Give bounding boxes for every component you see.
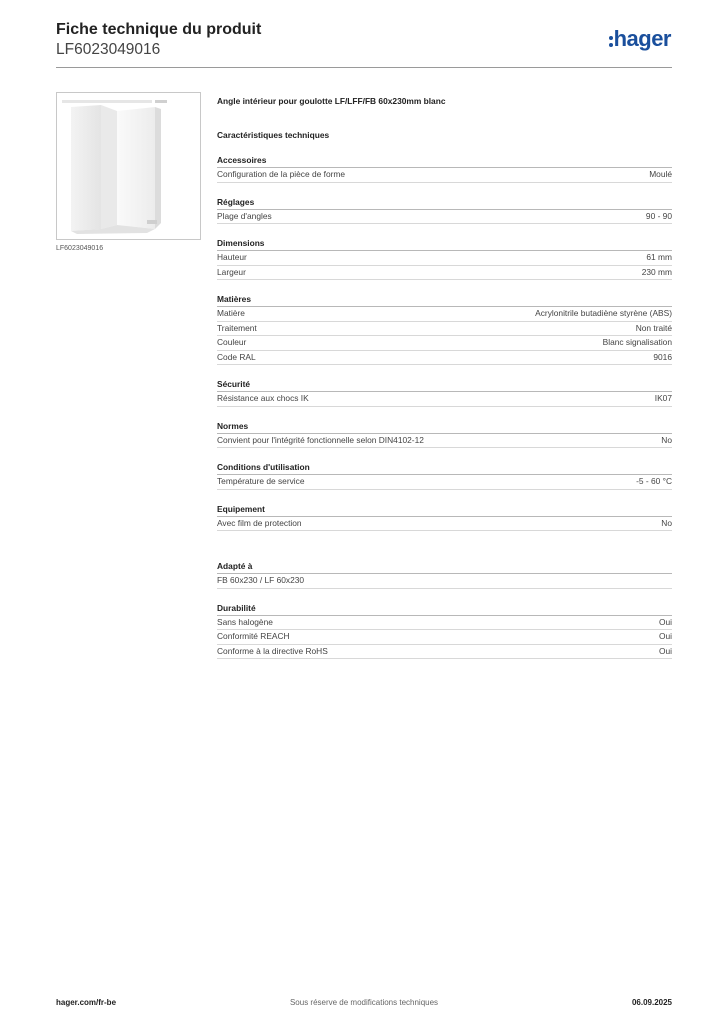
spec-row <box>217 517 672 532</box>
spec-label: Traitement <box>217 322 257 333</box>
spec-row <box>217 475 672 490</box>
spec-value: -5 - 60 °C <box>636 476 672 486</box>
spec-row <box>217 266 672 281</box>
header-divider <box>56 67 672 68</box>
group-title: Normes <box>217 420 672 434</box>
spec-value: Oui <box>658 631 672 641</box>
spec-label: Convient pour l'intégrité fonctionnelle selon DIN4102-12 <box>217 434 424 445</box>
spec-group-securite <box>217 378 672 407</box>
spec-label: Sans halogène <box>217 616 273 627</box>
spec-label: Configuration de la pièce de forme <box>217 169 346 179</box>
spec-label: Code RAL <box>217 351 256 362</box>
spec-group-reglages <box>217 196 672 225</box>
logo-dots-icon <box>609 36 613 50</box>
spec-content <box>217 96 672 659</box>
spec-group-conditions <box>217 461 672 490</box>
product-name: Angle intérieur pour goulotte LF/LFF/FB 60x230mm blanc <box>217 96 446 106</box>
spec-value: 61 mm <box>646 252 672 262</box>
spec-value: Non traité <box>635 322 672 333</box>
spec-value: Acrylonitrile butadiène styrène (ABS) <box>535 308 672 318</box>
footer-date: 06.09.2025 <box>631 998 672 1007</box>
spec-value: IK07 <box>654 393 672 403</box>
spec-value: 90 - 90 <box>645 210 672 221</box>
spec-row <box>217 630 672 645</box>
spec-row <box>217 351 672 366</box>
footer-website-link[interactable]: hager.com/fr-be <box>56 998 117 1007</box>
product-reference: LF6023049016 <box>56 41 161 58</box>
footer-notice: Sous réserve de modifications techniques <box>289 998 439 1007</box>
group-title: Accessoires <box>217 154 672 168</box>
spec-label: Température de service <box>217 476 305 486</box>
spec-group-normes <box>217 420 672 449</box>
group-title: Dimensions <box>217 237 672 251</box>
spec-value: 9016 <box>653 351 672 362</box>
image-caption: LF6023049016 <box>56 245 104 252</box>
logo-text: hager <box>613 26 671 51</box>
spec-row <box>217 645 672 660</box>
spec-value: Moulé <box>649 169 672 179</box>
spec-label: Conformité REACH <box>217 631 290 641</box>
group-title: Sécurité <box>217 378 672 392</box>
spec-label: Matière <box>217 308 245 318</box>
spec-label: Plage d'angles <box>217 210 272 221</box>
spec-row <box>217 168 672 183</box>
spec-label: FB 60x230 / LF 60x230 <box>217 575 305 585</box>
group-title: Durabilité <box>217 602 672 616</box>
spec-row <box>217 434 672 449</box>
spec-value: 230 mm <box>641 266 672 277</box>
spec-value: No <box>661 434 672 445</box>
spec-value: No <box>661 517 672 528</box>
spec-row <box>217 336 672 351</box>
group-title: Equipement <box>217 503 672 517</box>
group-title: Matières <box>217 293 672 307</box>
group-title: Conditions d'utilisation <box>217 461 672 475</box>
group-title: Adapté à <box>217 560 672 574</box>
spec-label: Avec film de protection <box>217 517 302 528</box>
spec-label: Résistance aux chocs IK <box>217 393 309 403</box>
hager-logo <box>609 27 671 51</box>
spec-row <box>217 392 672 407</box>
spec-label: Largeur <box>217 266 246 277</box>
cable-duct-inner-corner-image <box>56 92 201 240</box>
specs-heading: Caractéristiques techniques <box>217 130 330 140</box>
spec-label: Couleur <box>217 337 247 347</box>
spec-row <box>217 574 672 589</box>
section-spacer <box>217 531 672 547</box>
page-header <box>56 20 261 59</box>
spec-group-equipement <box>217 503 672 532</box>
spec-row <box>217 210 672 225</box>
spec-value: Oui <box>658 645 672 656</box>
spec-value: Blanc signalisation <box>602 337 672 347</box>
spec-value: Oui <box>658 616 672 627</box>
page-title: Fiche technique du produit <box>56 21 262 38</box>
spec-row <box>217 307 672 322</box>
spec-row <box>217 322 672 337</box>
group-title: Réglages <box>217 196 672 210</box>
spec-group-adapte <box>217 560 672 589</box>
spec-group-accessoires <box>217 154 672 183</box>
spec-row <box>217 616 672 631</box>
spec-label: Conforme à la directive RoHS <box>217 645 328 656</box>
spec-group-matieres <box>217 293 672 365</box>
spec-label: Hauteur <box>217 252 247 262</box>
spec-group-dimensions <box>217 237 672 280</box>
spec-group-durabilite <box>217 602 672 660</box>
spec-row <box>217 251 672 266</box>
